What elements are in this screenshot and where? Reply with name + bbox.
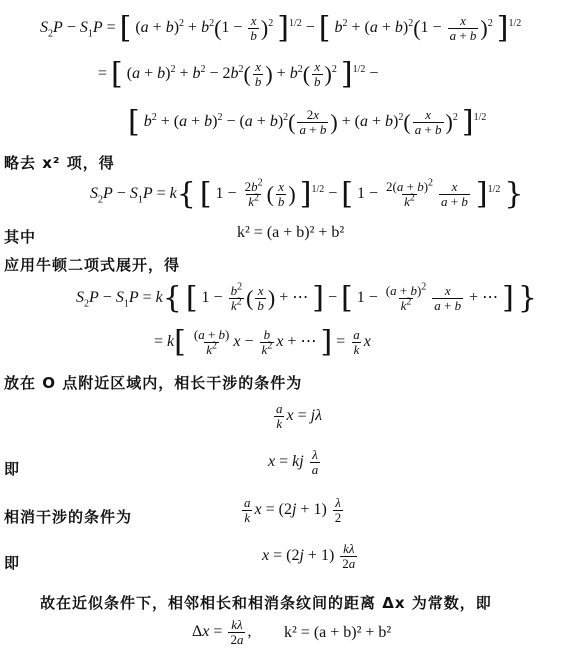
text-destructive: 相消干涉的条件为 [4, 508, 133, 526]
text-near-o: 放在 O 点附近区域内，相长干涉的条件为 [4, 374, 303, 392]
equation-line-9: $\frac{a}{k}$ x = (2j + 1) $\frac{\lambda}{2}$ [244, 495, 342, 525]
text-binomial: 应用牛顿二项式展开，得 [4, 256, 181, 274]
equation-line-11: Δx = $\frac{k\lambda}{2a}$ , [192, 617, 252, 647]
equation-k-def: k² = (a + b)² + b² [237, 224, 345, 241]
equation-line-8: x = kj $\frac{\lambda}{a}$ [268, 447, 319, 477]
equation-line-10: x = (2j + 1) $\frac{k\lambda}{2a}$ [262, 541, 356, 571]
equation-line-6: = k[ $\frac{(a + b)}{k^2}$ x − $\frac{b}{k^2}$ x + ⋯ ] = $\frac{a}{k}$ x [154, 324, 371, 360]
equation-line-4: $S_2P - S_1P = k${ [ 1 − $\frac{2b^2}{k^2}$ ( $\frac{x}{b}$ ) ]$^{1/2}$ − [ 1 − $\frac{2(a + b)^2}{k^2}$ $\frac{x}{a + b}$ ]$^{1/2}$ } [90, 176, 524, 212]
equation-line-2: = [ $(a + b)^2 + b^2 - 2b^2$( $\frac{x}{b}$ ) + $b^2$( $\frac{x}{b}$ )$^2$ ]$^{1/2}$ − [98, 56, 379, 92]
text-ji-1: 即 [4, 460, 21, 478]
text-omit-x2: 略去 x² 项，得 [4, 154, 115, 172]
text-where: 其中 [4, 228, 37, 246]
equation-line-5: $S_2P - S_1P = k${ [ 1 − $\frac{b^2}{k^2}$ ( $\frac{x}{b}$ ) + ⋯ ] − [ 1 − $\frac{(a + b)^2}{k^2}$ $\frac{x}{a + b}$ + ⋯ ] } [76, 280, 537, 316]
equation-line-1: $S_2P - S_1P$ = [ $(a + b)^2 + b^2(1$ − $\frac{x}{b}$ )$^2$ ]$^{1/2}$ − [ $b^2 + (a + b)^2(1$ − $\frac{x}{a + b}$ )$^2$ ]$^{1/2}$ [40, 10, 522, 46]
equation-line-7: $\frac{a}{k}$ x = jλ [276, 401, 323, 431]
equation-line-3: [ $b^2 + (a + b)^2 - (a + b)^2$( $\frac{2x}{a + b}$ ) + $(a + b)^2$( $\frac{x}{a + b}$ )$^2$ ]$^{1/2}$ [128, 104, 487, 140]
equation-dx-k-def: k² = (a + b)² + b² [284, 624, 392, 641]
text-conclusion: 故在近似条件下，相邻相长和相消条纹间的距离 Δx 为常数，即 [40, 594, 492, 612]
text-ji-2: 即 [4, 554, 21, 572]
